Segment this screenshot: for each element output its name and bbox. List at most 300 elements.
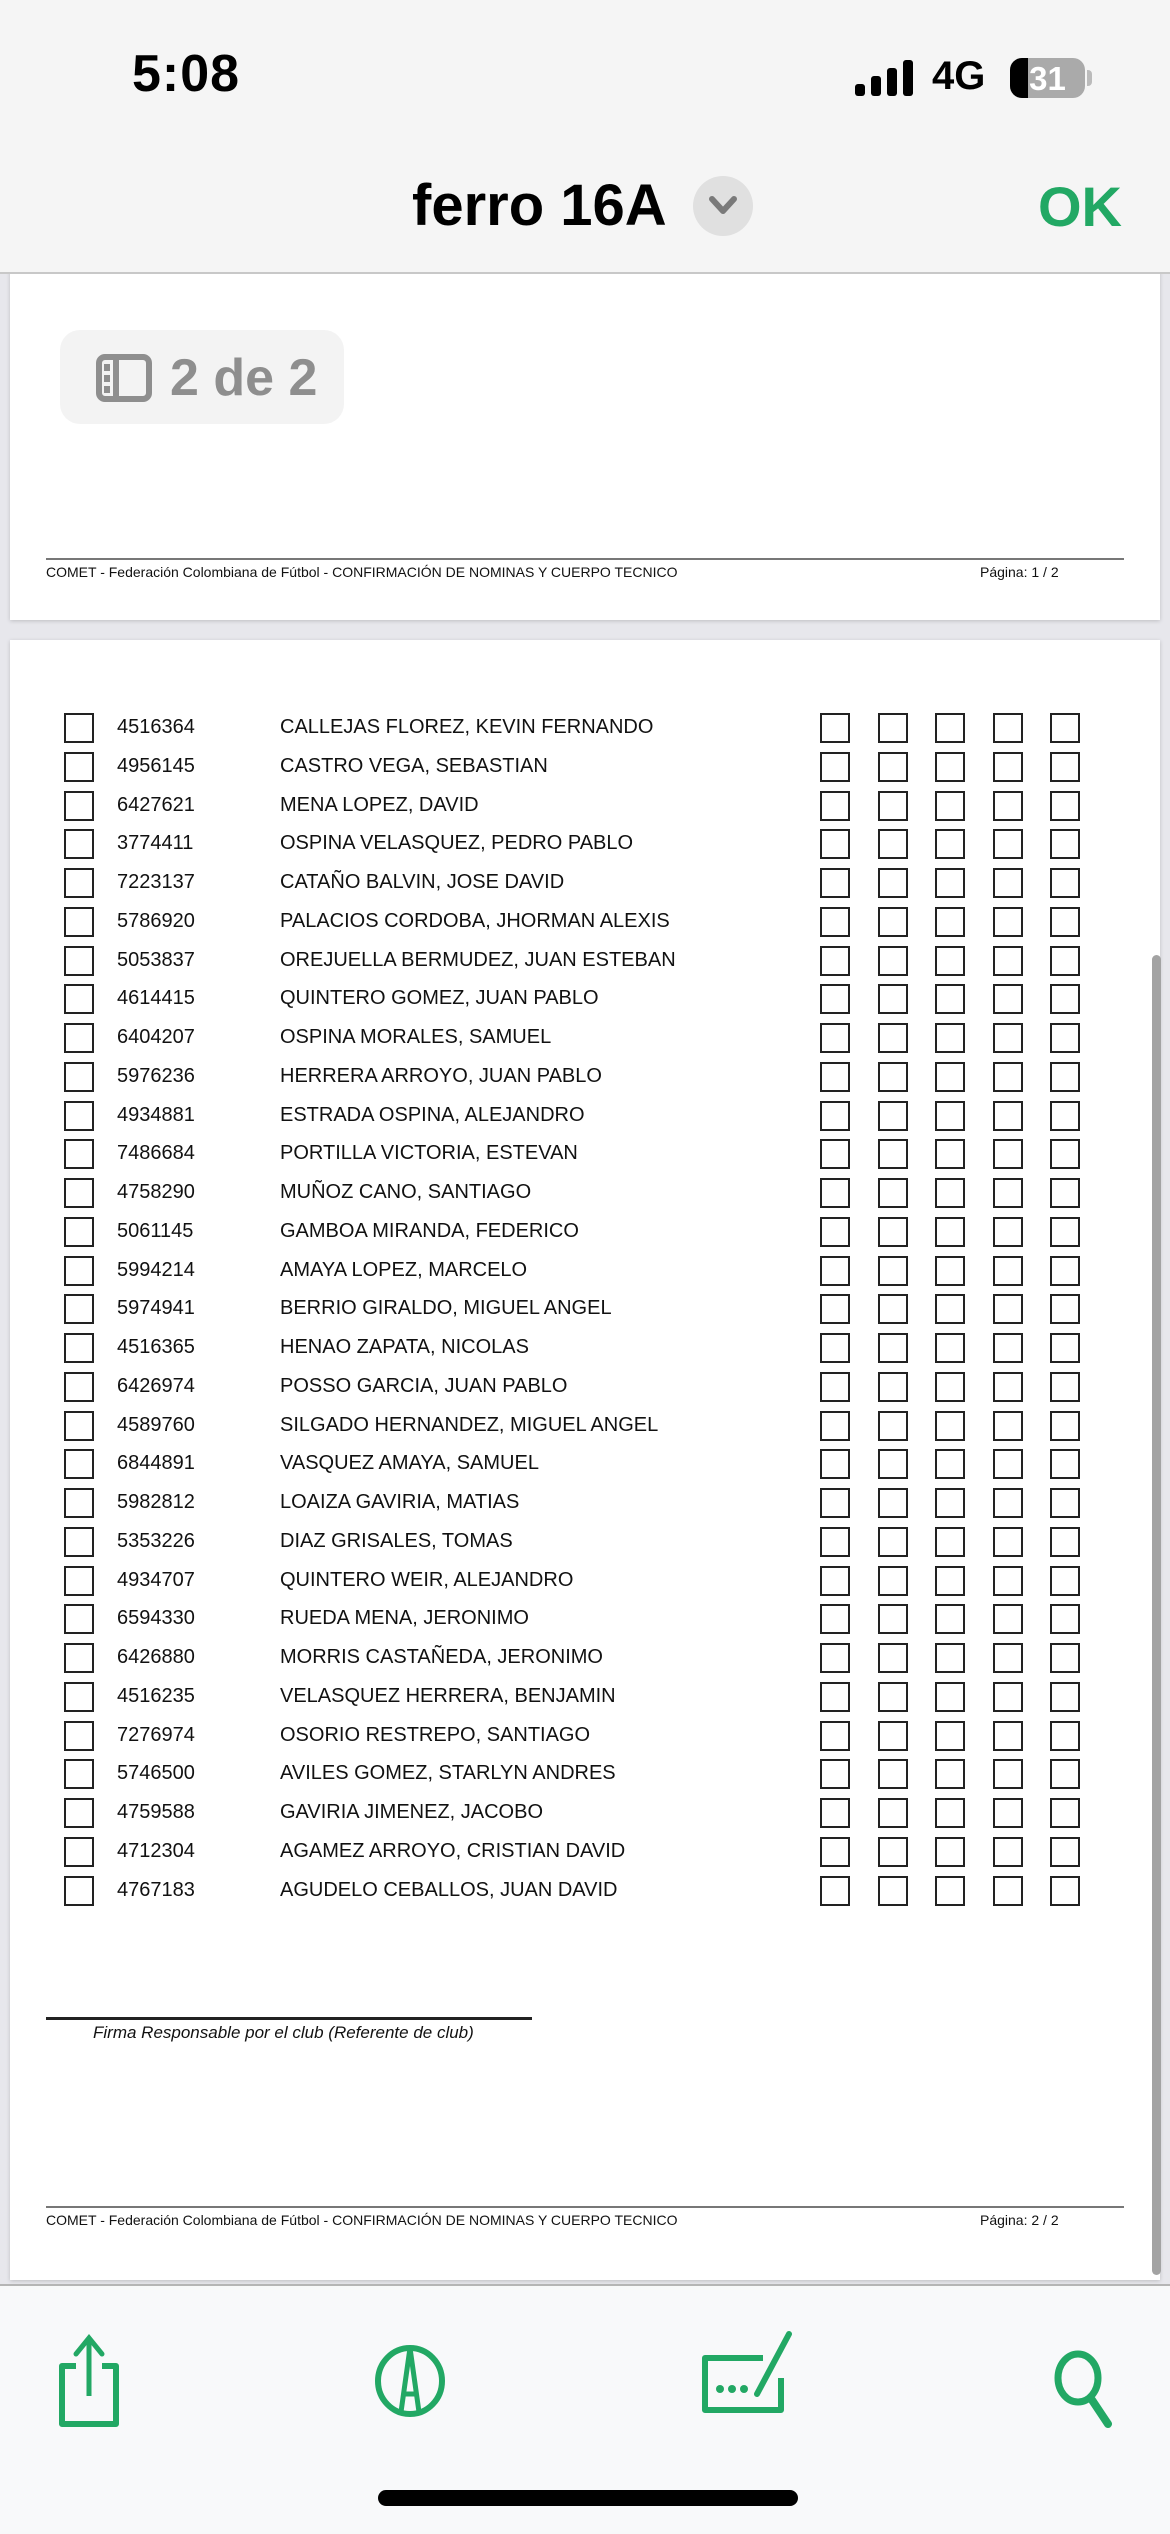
attendance-checkbox[interactable] bbox=[820, 1488, 850, 1518]
player-name: VASQUEZ AMAYA, SAMUEL bbox=[280, 1452, 539, 1475]
attendance-checkbox[interactable] bbox=[993, 1178, 1023, 1208]
pdf-page-1 bbox=[10, 274, 1160, 620]
attendance-checkbox[interactable] bbox=[878, 791, 908, 821]
attendance-checkbox[interactable] bbox=[993, 946, 1023, 976]
attendance-checkbox[interactable] bbox=[935, 1643, 965, 1673]
attendance-checkbox[interactable] bbox=[993, 1256, 1023, 1286]
attendance-checkbox[interactable] bbox=[935, 1566, 965, 1596]
player-row bbox=[10, 1214, 1160, 1253]
attendance-checkbox[interactable] bbox=[1050, 752, 1080, 782]
battery-tip bbox=[1087, 70, 1092, 86]
player-select-checkbox[interactable] bbox=[64, 907, 94, 937]
attendance-checkbox[interactable] bbox=[878, 1333, 908, 1363]
attendance-checkbox[interactable] bbox=[878, 1217, 908, 1247]
attendance-checkbox[interactable] bbox=[878, 1101, 908, 1131]
player-id: 4516365 bbox=[117, 1336, 195, 1358]
player-row bbox=[10, 904, 1160, 943]
navigation-bar bbox=[0, 150, 1170, 274]
player-row bbox=[10, 1446, 1160, 1485]
network-type: 4G bbox=[932, 54, 986, 98]
attendance-checkbox[interactable] bbox=[878, 1527, 908, 1557]
footer-text: COMET - Federación Colombiana de Fútbol - CONFIRMACIÓN DE NOMINAS Y CUERPO TECNICO bbox=[46, 2212, 678, 2228]
attendance-checkbox[interactable] bbox=[993, 791, 1023, 821]
attendance-checkbox[interactable] bbox=[878, 1411, 908, 1441]
player-select-checkbox[interactable] bbox=[64, 1178, 94, 1208]
player-select-checkbox[interactable] bbox=[64, 1527, 94, 1557]
attendance-checkbox[interactable] bbox=[878, 1566, 908, 1596]
attendance-checkbox[interactable] bbox=[878, 1139, 908, 1169]
attendance-checkbox[interactable] bbox=[1050, 1488, 1080, 1518]
attendance-checkbox[interactable] bbox=[878, 984, 908, 1014]
attendance-checkbox[interactable] bbox=[935, 1294, 965, 1324]
player-id: 4614415 bbox=[117, 987, 195, 1010]
attendance-checkbox[interactable] bbox=[878, 1682, 908, 1712]
player-id: 4767183 bbox=[117, 1878, 195, 1901]
player-id: 3774411 bbox=[117, 832, 194, 855]
attendance-checkbox[interactable] bbox=[993, 1837, 1023, 1867]
player-name: MUÑOZ CANO, SANTIAGO bbox=[280, 1181, 532, 1203]
player-name: QUINTERO GOMEZ, JUAN PABLO bbox=[280, 987, 599, 1010]
attendance-checkbox[interactable] bbox=[935, 829, 965, 859]
player-select-checkbox[interactable] bbox=[64, 984, 94, 1014]
attendance-checkbox[interactable] bbox=[1050, 1604, 1080, 1634]
attendance-checkbox[interactable] bbox=[935, 984, 965, 1014]
attendance-checkbox[interactable] bbox=[935, 1604, 965, 1634]
attendance-checkbox[interactable] bbox=[878, 829, 908, 859]
attendance-checkbox[interactable] bbox=[820, 1721, 850, 1751]
attendance-checkbox[interactable] bbox=[993, 1798, 1023, 1828]
player-name: CALLEJAS FLOREZ, KEVIN FERNANDO bbox=[280, 716, 654, 738]
attendance-checkbox[interactable] bbox=[1050, 791, 1080, 821]
player-row bbox=[10, 1408, 1160, 1447]
player-name: CASTRO VEGA, SEBASTIAN bbox=[280, 754, 548, 777]
attendance-checkbox[interactable] bbox=[935, 1488, 965, 1518]
player-id: 4516364 bbox=[117, 716, 195, 738]
player-name: AGAMEZ ARROYO, CRISTIAN DAVID bbox=[280, 1839, 626, 1862]
player-id: 7223137 bbox=[117, 871, 195, 893]
document-title[interactable]: ferro 16A bbox=[412, 173, 667, 238]
page-indicator[interactable] bbox=[60, 330, 344, 424]
attendance-checkbox[interactable] bbox=[820, 1876, 850, 1906]
attendance-checkbox[interactable] bbox=[1050, 1566, 1080, 1596]
sidebar-thumbnails-icon bbox=[96, 354, 152, 402]
player-row bbox=[10, 788, 1160, 827]
player-row bbox=[10, 1563, 1160, 1602]
attendance-checkbox[interactable] bbox=[993, 1217, 1023, 1247]
player-name: PALACIOS CORDOBA, JHORMAN ALEXIS bbox=[280, 909, 670, 932]
attendance-checkbox[interactable] bbox=[878, 946, 908, 976]
attendance-checkbox[interactable] bbox=[993, 1062, 1023, 1092]
player-row bbox=[10, 1795, 1160, 1834]
player-row bbox=[10, 1098, 1160, 1137]
fill-sign-icon bbox=[695, 2326, 805, 2436]
player-select-checkbox[interactable] bbox=[64, 1566, 94, 1596]
player-name: OSPINA VELASQUEZ, PEDRO PABLO bbox=[280, 832, 634, 855]
player-name: QUINTERO WEIR, ALEJANDRO bbox=[280, 1568, 574, 1591]
player-row bbox=[10, 1679, 1160, 1718]
attendance-checkbox[interactable] bbox=[1050, 1256, 1080, 1286]
attendance-checkbox[interactable] bbox=[878, 1837, 908, 1867]
attendance-checkbox[interactable] bbox=[993, 1759, 1023, 1789]
player-name: RUEDA MENA, JERONIMO bbox=[280, 1607, 529, 1630]
player-select-checkbox[interactable] bbox=[64, 1682, 94, 1712]
attendance-checkbox[interactable] bbox=[1050, 1721, 1080, 1751]
player-select-checkbox[interactable] bbox=[64, 1411, 94, 1441]
markup-icon bbox=[365, 2326, 455, 2436]
player-id: 4516235 bbox=[117, 1684, 195, 1707]
attendance-checkbox[interactable] bbox=[1050, 1527, 1080, 1557]
player-row bbox=[10, 1136, 1160, 1175]
attendance-checkbox[interactable] bbox=[878, 1488, 908, 1518]
player-select-checkbox[interactable] bbox=[64, 1876, 94, 1906]
attendance-checkbox[interactable] bbox=[935, 907, 965, 937]
player-row bbox=[10, 1485, 1160, 1524]
attendance-checkbox[interactable] bbox=[1050, 946, 1080, 976]
attendance-checkbox[interactable] bbox=[993, 907, 1023, 937]
attendance-checkbox[interactable] bbox=[993, 1294, 1023, 1324]
player-id: 4759588 bbox=[117, 1801, 195, 1823]
player-select-checkbox[interactable] bbox=[64, 868, 94, 898]
attendance-checkbox[interactable] bbox=[935, 1256, 965, 1286]
attendance-checkbox[interactable] bbox=[820, 1139, 850, 1169]
attendance-checkbox[interactable] bbox=[878, 1256, 908, 1286]
attendance-checkbox[interactable] bbox=[1050, 1372, 1080, 1402]
footer-divider bbox=[46, 558, 1124, 560]
attendance-checkbox[interactable] bbox=[820, 752, 850, 782]
attendance-checkbox[interactable] bbox=[820, 1062, 850, 1092]
player-select-checkbox[interactable] bbox=[64, 1256, 94, 1286]
attendance-checkbox[interactable] bbox=[820, 829, 850, 859]
attendance-checkbox[interactable] bbox=[820, 1333, 850, 1363]
pdf-page-2 bbox=[10, 640, 1160, 2280]
attendance-checkbox[interactable] bbox=[993, 1682, 1023, 1712]
title-menu-button[interactable] bbox=[693, 176, 753, 236]
player-select-checkbox[interactable] bbox=[64, 1139, 94, 1169]
markup-button[interactable] bbox=[365, 2326, 455, 2436]
attendance-checkbox[interactable] bbox=[993, 1333, 1023, 1363]
attendance-checkbox[interactable] bbox=[820, 1643, 850, 1673]
attendance-checkbox[interactable] bbox=[820, 1527, 850, 1557]
player-id: 4934707 bbox=[117, 1568, 195, 1591]
player-name: ESTRADA OSPINA, ALEJANDRO bbox=[280, 1103, 585, 1126]
player-select-checkbox[interactable] bbox=[64, 1333, 94, 1363]
attendance-checkbox[interactable] bbox=[935, 1759, 965, 1789]
player-row bbox=[10, 1291, 1160, 1330]
attendance-checkbox[interactable] bbox=[820, 907, 850, 937]
attendance-checkbox[interactable] bbox=[993, 1566, 1023, 1596]
player-select-checkbox[interactable] bbox=[64, 1798, 94, 1828]
attendance-checkbox[interactable] bbox=[878, 1023, 908, 1053]
attendance-checkbox[interactable] bbox=[993, 868, 1023, 898]
player-row bbox=[10, 1834, 1160, 1873]
status-bar bbox=[0, 0, 1170, 150]
player-select-checkbox[interactable] bbox=[64, 1372, 94, 1402]
player-select-checkbox[interactable] bbox=[64, 1643, 94, 1673]
player-id: 7486684 bbox=[117, 1142, 195, 1165]
attendance-checkbox[interactable] bbox=[1050, 1449, 1080, 1479]
player-id: 4712304 bbox=[117, 1839, 195, 1862]
attendance-checkbox[interactable] bbox=[935, 1333, 965, 1363]
attendance-checkbox[interactable] bbox=[935, 1139, 965, 1169]
attendance-checkbox[interactable] bbox=[878, 1178, 908, 1208]
attendance-checkbox[interactable] bbox=[935, 1062, 965, 1092]
attendance-checkbox[interactable] bbox=[935, 1101, 965, 1131]
attendance-checkbox[interactable] bbox=[1050, 1837, 1080, 1867]
share-icon bbox=[44, 2326, 134, 2436]
attendance-checkbox[interactable] bbox=[820, 1023, 850, 1053]
clock: 5:08 bbox=[132, 45, 241, 103]
attendance-checkbox[interactable] bbox=[935, 1721, 965, 1751]
battery-icon bbox=[1010, 58, 1085, 98]
attendance-checkbox[interactable] bbox=[1050, 984, 1080, 1014]
attendance-checkbox[interactable] bbox=[1050, 907, 1080, 937]
attendance-checkbox[interactable] bbox=[993, 1527, 1023, 1557]
page-indicator-label: 2 de 2 bbox=[170, 349, 318, 407]
search-icon bbox=[1040, 2326, 1130, 2436]
attendance-checkbox[interactable] bbox=[820, 1411, 850, 1441]
player-select-checkbox[interactable] bbox=[64, 1449, 94, 1479]
attendance-checkbox[interactable] bbox=[1050, 1062, 1080, 1092]
attendance-checkbox[interactable] bbox=[820, 1449, 850, 1479]
player-row bbox=[10, 1718, 1160, 1757]
attendance-checkbox[interactable] bbox=[820, 1294, 850, 1324]
footer-text: COMET - Federación Colombiana de Fútbol - CONFIRMACIÓN DE NOMINAS Y CUERPO TECNICO bbox=[46, 564, 678, 580]
player-id: 5061145 bbox=[117, 1219, 194, 1242]
attendance-checkbox[interactable] bbox=[878, 1798, 908, 1828]
player-row bbox=[10, 1369, 1160, 1408]
attendance-checkbox[interactable] bbox=[935, 1876, 965, 1906]
player-row bbox=[10, 943, 1160, 982]
attendance-checkbox[interactable] bbox=[993, 1372, 1023, 1402]
player-select-checkbox[interactable] bbox=[64, 829, 94, 859]
player-row bbox=[10, 1175, 1160, 1214]
attendance-checkbox[interactable] bbox=[878, 1643, 908, 1673]
player-select-checkbox[interactable] bbox=[64, 1023, 94, 1053]
attendance-checkbox[interactable] bbox=[878, 713, 908, 743]
player-name: OSPINA MORALES, SAMUEL bbox=[280, 1026, 552, 1048]
attendance-checkbox[interactable] bbox=[993, 1449, 1023, 1479]
player-id: 5994214 bbox=[117, 1258, 195, 1281]
attendance-checkbox[interactable] bbox=[820, 1372, 850, 1402]
attendance-checkbox[interactable] bbox=[820, 1217, 850, 1247]
player-name: OSORIO RESTREPO, SANTIAGO bbox=[280, 1723, 591, 1746]
player-select-checkbox[interactable] bbox=[64, 1217, 94, 1247]
player-name: BERRIO GIRALDO, MIGUEL ANGEL bbox=[280, 1297, 612, 1320]
player-name: HERRERA ARROYO, JUAN PABLO bbox=[280, 1064, 602, 1087]
attendance-checkbox[interactable] bbox=[820, 791, 850, 821]
attendance-checkbox[interactable] bbox=[993, 1101, 1023, 1131]
attendance-checkbox[interactable] bbox=[935, 868, 965, 898]
attendance-checkbox[interactable] bbox=[993, 1876, 1023, 1906]
attendance-checkbox[interactable] bbox=[993, 752, 1023, 782]
attendance-checkbox[interactable] bbox=[820, 1604, 850, 1634]
attendance-checkbox[interactable] bbox=[820, 868, 850, 898]
player-name: AVILES GOMEZ, STARLYN ANDRES bbox=[280, 1762, 616, 1785]
attendance-checkbox[interactable] bbox=[820, 946, 850, 976]
attendance-checkbox[interactable] bbox=[878, 1721, 908, 1751]
player-row bbox=[10, 1330, 1160, 1369]
attendance-checkbox[interactable] bbox=[820, 1101, 850, 1131]
attendance-checkbox[interactable] bbox=[1050, 1178, 1080, 1208]
attendance-checkbox[interactable] bbox=[1050, 1682, 1080, 1712]
attendance-checkbox[interactable] bbox=[993, 1643, 1023, 1673]
player-row bbox=[10, 865, 1160, 904]
attendance-checkbox[interactable] bbox=[820, 1682, 850, 1712]
attendance-checkbox[interactable] bbox=[993, 984, 1023, 1014]
share-button[interactable] bbox=[44, 2326, 134, 2436]
attendance-checkbox[interactable] bbox=[1050, 1333, 1080, 1363]
player-select-checkbox[interactable] bbox=[64, 1837, 94, 1867]
attendance-checkbox[interactable] bbox=[993, 829, 1023, 859]
attendance-checkbox[interactable] bbox=[935, 1449, 965, 1479]
attendance-checkbox[interactable] bbox=[1050, 1759, 1080, 1789]
player-id: 5974941 bbox=[117, 1297, 195, 1320]
attendance-checkbox[interactable] bbox=[993, 713, 1023, 743]
fill-and-sign-button[interactable] bbox=[695, 2326, 805, 2436]
attendance-checkbox[interactable] bbox=[1050, 829, 1080, 859]
player-row bbox=[10, 1524, 1160, 1563]
player-id: 6404207 bbox=[117, 1026, 195, 1048]
footer-page-number: Página: 2 / 2 bbox=[980, 2212, 1059, 2228]
player-id: 5982812 bbox=[117, 1491, 195, 1513]
attendance-checkbox[interactable] bbox=[935, 1837, 965, 1867]
player-id: 6426880 bbox=[117, 1646, 195, 1668]
player-name: MENA LOPEZ, DAVID bbox=[280, 793, 479, 816]
vertical-scrollbar[interactable] bbox=[1152, 955, 1161, 2275]
player-row bbox=[10, 1640, 1160, 1679]
pdf-document-view[interactable] bbox=[0, 274, 1170, 2284]
attendance-checkbox[interactable] bbox=[1050, 1101, 1080, 1131]
player-name: VELASQUEZ HERRERA, BENJAMIN bbox=[280, 1684, 616, 1707]
attendance-checkbox[interactable] bbox=[935, 1023, 965, 1053]
attendance-checkbox[interactable] bbox=[993, 1139, 1023, 1169]
player-row bbox=[10, 1601, 1160, 1640]
attendance-checkbox[interactable] bbox=[878, 907, 908, 937]
player-name: DIAZ GRISALES, TOMAS bbox=[280, 1529, 513, 1552]
footer-page-number: Página: 1 / 2 bbox=[980, 564, 1059, 580]
player-row bbox=[10, 710, 1160, 749]
attendance-checkbox[interactable] bbox=[878, 1604, 908, 1634]
attendance-checkbox[interactable] bbox=[878, 1372, 908, 1402]
cellular-signal-icon bbox=[855, 60, 915, 96]
player-select-checkbox[interactable] bbox=[64, 1062, 94, 1092]
player-select-checkbox[interactable] bbox=[64, 1488, 94, 1518]
signature-label: Firma Responsable por el club (Referente de club) bbox=[93, 2023, 474, 2042]
player-select-checkbox[interactable] bbox=[64, 946, 94, 976]
attendance-checkbox[interactable] bbox=[935, 1527, 965, 1557]
footer-divider bbox=[46, 2206, 1124, 2208]
player-select-checkbox[interactable] bbox=[64, 713, 94, 743]
player-id: 6594330 bbox=[117, 1607, 195, 1630]
attendance-checkbox[interactable] bbox=[935, 1217, 965, 1247]
attendance-checkbox[interactable] bbox=[993, 1604, 1023, 1634]
search-button[interactable] bbox=[1040, 2326, 1130, 2436]
attendance-checkbox[interactable] bbox=[878, 1759, 908, 1789]
battery-level: 31 bbox=[1029, 60, 1066, 97]
attendance-checkbox[interactable] bbox=[820, 1837, 850, 1867]
attendance-checkbox[interactable] bbox=[820, 984, 850, 1014]
attendance-checkbox[interactable] bbox=[993, 1023, 1023, 1053]
player-name: HENAO ZAPATA, NICOLAS bbox=[280, 1336, 529, 1358]
home-indicator bbox=[378, 2490, 798, 2506]
player-select-checkbox[interactable] bbox=[64, 1101, 94, 1131]
attendance-checkbox[interactable] bbox=[993, 1488, 1023, 1518]
attendance-checkbox[interactable] bbox=[1050, 868, 1080, 898]
player-name: SILGADO HERNANDEZ, MIGUEL ANGEL bbox=[280, 1413, 659, 1436]
attendance-checkbox[interactable] bbox=[935, 946, 965, 976]
attendance-checkbox[interactable] bbox=[878, 1062, 908, 1092]
attendance-checkbox[interactable] bbox=[820, 1256, 850, 1286]
player-select-checkbox[interactable] bbox=[64, 791, 94, 821]
attendance-checkbox[interactable] bbox=[993, 1721, 1023, 1751]
attendance-checkbox[interactable] bbox=[820, 1798, 850, 1828]
player-id: 5746500 bbox=[117, 1762, 195, 1785]
player-select-checkbox[interactable] bbox=[64, 752, 94, 782]
attendance-checkbox[interactable] bbox=[1050, 1139, 1080, 1169]
player-name: MORRIS CASTAÑEDA, JERONIMO bbox=[280, 1646, 603, 1668]
player-name: GAVIRIA JIMENEZ, JACOBO bbox=[280, 1801, 544, 1823]
player-name: LOAIZA GAVIRIA, MATIAS bbox=[280, 1491, 520, 1513]
attendance-checkbox[interactable] bbox=[935, 752, 965, 782]
attendance-checkbox[interactable] bbox=[1050, 1643, 1080, 1673]
player-name: AMAYA LOPEZ, MARCELO bbox=[280, 1258, 528, 1281]
attendance-checkbox[interactable] bbox=[1050, 1876, 1080, 1906]
attendance-checkbox[interactable] bbox=[820, 1566, 850, 1596]
attendance-checkbox[interactable] bbox=[878, 1294, 908, 1324]
attendance-checkbox[interactable] bbox=[878, 1449, 908, 1479]
attendance-checkbox[interactable] bbox=[993, 1411, 1023, 1441]
attendance-checkbox[interactable] bbox=[1050, 1411, 1080, 1441]
attendance-checkbox[interactable] bbox=[1050, 713, 1080, 743]
player-name: AGUDELO CEBALLOS, JUAN DAVID bbox=[280, 1878, 618, 1901]
player-row bbox=[10, 1756, 1160, 1795]
player-id: 4758290 bbox=[117, 1181, 195, 1203]
ok-button[interactable]: OK bbox=[1038, 175, 1122, 238]
attendance-checkbox[interactable] bbox=[935, 1178, 965, 1208]
attendance-checkbox[interactable] bbox=[878, 1876, 908, 1906]
player-select-checkbox[interactable] bbox=[64, 1759, 94, 1789]
attendance-checkbox[interactable] bbox=[820, 1759, 850, 1789]
attendance-checkbox[interactable] bbox=[935, 1372, 965, 1402]
player-select-checkbox[interactable] bbox=[64, 1294, 94, 1324]
attendance-checkbox[interactable] bbox=[935, 1798, 965, 1828]
player-name: PORTILLA VICTORIA, ESTEVAN bbox=[280, 1142, 578, 1165]
player-row bbox=[10, 1059, 1160, 1098]
attendance-checkbox[interactable] bbox=[935, 1682, 965, 1712]
attendance-checkbox[interactable] bbox=[1050, 1023, 1080, 1053]
attendance-checkbox[interactable] bbox=[1050, 1217, 1080, 1247]
attendance-checkbox[interactable] bbox=[878, 752, 908, 782]
attendance-checkbox[interactable] bbox=[878, 868, 908, 898]
attendance-checkbox[interactable] bbox=[935, 713, 965, 743]
chevron-down-icon bbox=[708, 193, 738, 219]
attendance-checkbox[interactable] bbox=[935, 791, 965, 821]
attendance-checkbox[interactable] bbox=[820, 713, 850, 743]
player-id: 5353226 bbox=[117, 1529, 195, 1552]
player-row bbox=[10, 981, 1160, 1020]
player-id: 5786920 bbox=[117, 909, 195, 932]
player-select-checkbox[interactable] bbox=[64, 1604, 94, 1634]
player-row bbox=[10, 1020, 1160, 1059]
player-name: CATAÑO BALVIN, JOSE DAVID bbox=[280, 871, 565, 893]
attendance-checkbox[interactable] bbox=[935, 1411, 965, 1441]
player-name: OREJUELLA BERMUDEZ, JUAN ESTEBAN bbox=[280, 948, 676, 971]
player-row bbox=[10, 1253, 1160, 1292]
player-select-checkbox[interactable] bbox=[64, 1721, 94, 1751]
attendance-checkbox[interactable] bbox=[1050, 1294, 1080, 1324]
attendance-checkbox[interactable] bbox=[1050, 1798, 1080, 1828]
attendance-checkbox[interactable] bbox=[820, 1178, 850, 1208]
